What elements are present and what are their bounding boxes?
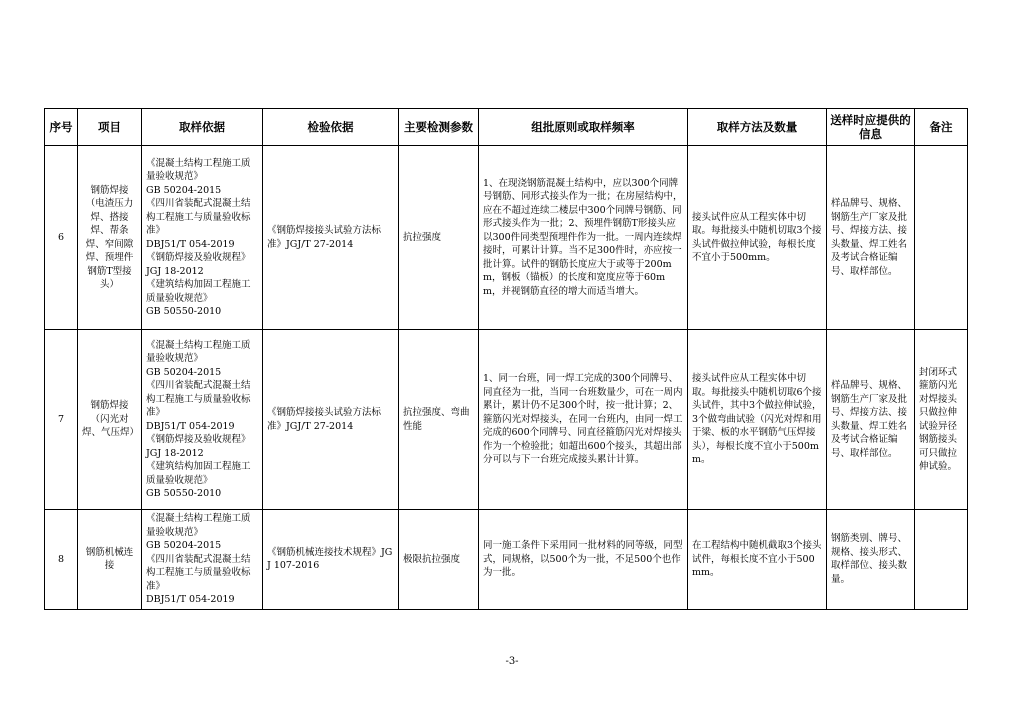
basis-line: DBJ51/T 054-2019 [146, 238, 235, 250]
basis-line: 《混凝土结构工程施工质量验收规范》 [146, 513, 251, 538]
row-info: 钢筋类别、牌号、规格、接头形式、取样部位、接头数量。 [827, 510, 915, 610]
row-item: 钢筋机械连接 [78, 510, 142, 610]
header-info: 送样时应提供的信息 [827, 109, 915, 146]
row-item: 钢筋焊接（电渣压力焊、搭接焊、帮条焊、窄间隙焊、预埋件钢筋T型接头） [78, 146, 142, 330]
header-no: 序号 [45, 109, 78, 146]
basis-line: 《钢筋焊接及验收规程》JGJ 18-2012 [146, 252, 251, 277]
row-info: 样品牌号、规格、钢筋生产厂家及批号、焊接方法、接头数量、焊工姓名及考试合格证编号、取样部位。 [827, 146, 915, 330]
row-sampling-basis [142, 146, 263, 330]
basis-line: 《钢筋焊接及验收规程》JGJ 18-2012 [146, 434, 251, 459]
basis-line: DBJ51/T 054-2019 [146, 420, 235, 432]
basis-line: GB 50204-2015 [146, 366, 222, 378]
row-remark [915, 146, 968, 330]
row-test-basis: 《钢筋焊接接头试验方法标准》JGJ/T 27-2014 [263, 330, 399, 510]
sampling-table [44, 108, 968, 610]
row-no: 8 [45, 510, 78, 610]
page-number: -3- [505, 656, 519, 667]
basis-line: GB 50204-2015 [146, 540, 222, 551]
row-info: 样品牌号、规格、钢筋生产厂家及批号、焊接方法、接头数量、焊工姓名及考试合格证编号、取样部位。 [827, 330, 915, 510]
table-row [45, 330, 968, 510]
table-row [45, 510, 968, 610]
basis-line: GB 50550-2010 [146, 306, 222, 317]
header-params: 主要检测参数 [399, 109, 479, 146]
row-method: 在工程结构中随机截取3个接头试件，每根长度不宜小于500mm。 [688, 510, 827, 610]
row-method: 接头试件应从工程实体中切取。每批接头中随机切取6个接头试件，其中3个做拉伸试验，3个做弯曲试验（闪光对焊和用于梁、板的水平钢筋气压焊接头），每根长度不宜小于500mm。 [688, 330, 827, 510]
row-remark: 封闭环式箍筋闪光对焊接头只做拉伸试验异径钢筋接头可只做拉伸试验。 [915, 330, 968, 510]
row-params: 极限抗拉强度 [399, 510, 479, 610]
header-method: 取样方法及数量 [688, 109, 827, 146]
header-remark: 备注 [915, 109, 968, 146]
row-batch: 1、在现浇钢筋混凝土结构中，应以300个同牌号钢筋、同形式接头作为一批；在房屋结构中，应在不超过连续二楼层中300个同牌号钢筋、同形式接头作为一批；2、预埋件钢筋T形接头应以300件同类型预埋件作为一批。一周内连续焊接时，可累计计算。当不足300件时，亦应按一批计算。试件的钢筋长度应大于或等于200mm，钢板（锚板）的长度和宽度应等于60mm，并视钢筋直径的增大而适当增大。 [479, 146, 688, 330]
basis-line: 《建筑结构加固工程施工质量验收规范》 [146, 279, 251, 304]
header-sampling-basis: 取样依据 [142, 109, 263, 146]
header-item: 项目 [78, 109, 142, 146]
basis-line: 《混凝土结构工程施工质量验收规范》 [146, 339, 251, 364]
basis-line: 《四川省装配式混凝土结构工程施工与质量验收标准》 [146, 198, 251, 236]
row-remark [915, 510, 968, 610]
basis-line: 《混凝土结构工程施工质量验收规范》 [146, 157, 251, 182]
row-sampling-basis [142, 510, 263, 610]
basis-line: 《建筑结构加固工程施工质量验收规范》 [146, 461, 251, 486]
basis-line: 《四川省装配式混凝土结构工程施工与质量验收标准》 [146, 553, 251, 592]
row-test-basis: 《钢筋机械连接技术规程》JGJ 107-2016 [263, 510, 399, 610]
table-row [45, 146, 968, 330]
row-batch: 1、同一台班，同一焊工完成的300个同牌号、同直径为一批，当同一台班数量少，可在一周内累计，累计仍不足300个时，按一批计算；2、箍筋闪光对焊接头，在同一台班内，由同一焊工完成的600个同牌号、同直径箍筋闪光对焊接头作为一个检验批；如超出600个接头，其超出部分可以与下一台班完成接头累计计算。 [479, 330, 688, 510]
header-batch: 组批原则或取样频率 [479, 109, 688, 146]
row-no: 7 [45, 330, 78, 510]
row-params: 抗拉强度、弯曲性能 [399, 330, 479, 510]
row-batch: 同一施工条件下采用同一批材料的同等级，同型式，同规格，以500个为一批，不足500个也作为一批。 [479, 510, 688, 610]
header-row [45, 109, 968, 146]
row-no: 6 [45, 146, 78, 330]
row-item: 钢筋焊接（闪光对焊、气压焊） [78, 330, 142, 510]
row-method: 接头试件应从工程实体中切取。每批接头中随机切取3个接头试件做拉伸试验，每根长度不宜小于500mm。 [688, 146, 827, 330]
row-params: 抗拉强度 [399, 146, 479, 330]
header-test-basis: 检验依据 [263, 109, 399, 146]
basis-line: 《四川省装配式混凝土结构工程施工与质量验收标准》 [146, 380, 251, 418]
row-test-basis: 《钢筋焊接接头试验方法标准》JGJ/T 27-2014 [263, 146, 399, 330]
basis-line: GB 50204-2015 [146, 184, 222, 196]
basis-line: GB 50550-2010 [146, 488, 222, 499]
row-sampling-basis [142, 330, 263, 510]
basis-line: DBJ51/T 054-2019 [146, 594, 235, 605]
